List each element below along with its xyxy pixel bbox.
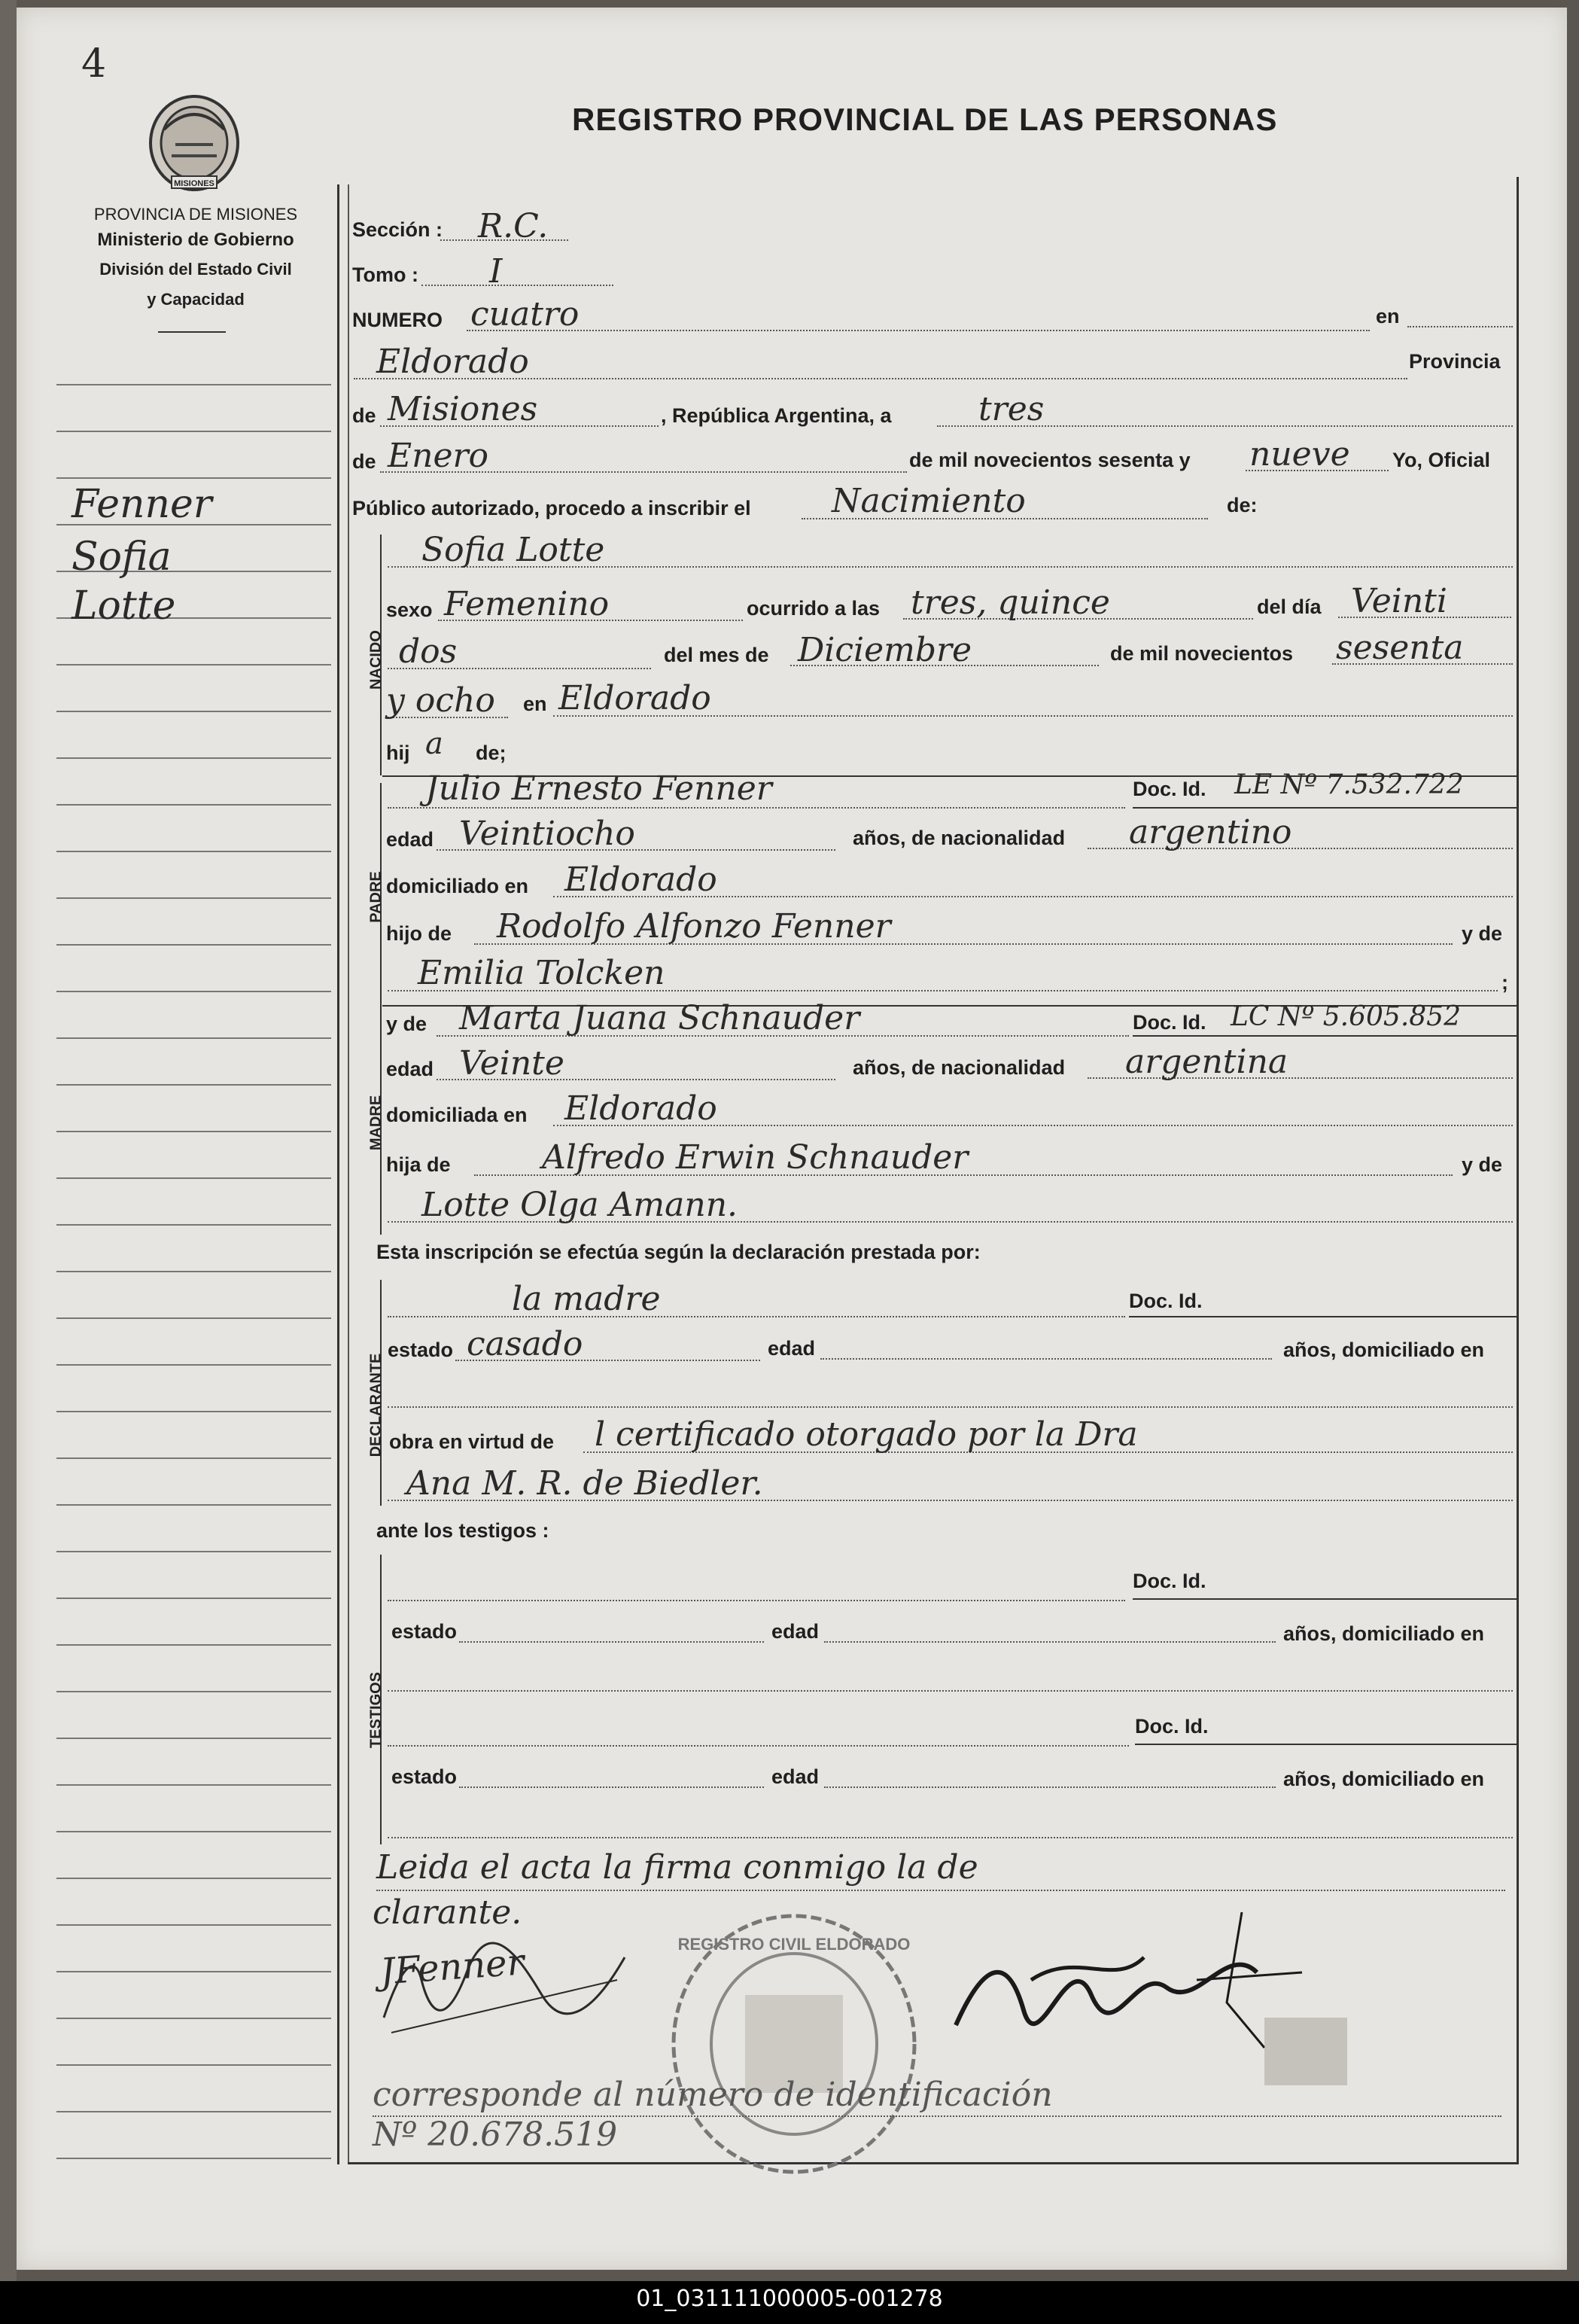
- official-stamp-icon: [662, 1905, 926, 2183]
- margin-rule-line: [56, 2111, 331, 2112]
- padre-nac-value: argentino: [1129, 813, 1292, 851]
- testigo1-edad-label: edad: [771, 1620, 820, 1643]
- seccion-label: Sección :: [352, 218, 443, 241]
- margin-rule-line: [56, 1691, 331, 1692]
- margin-rule-line: [56, 1224, 331, 1226]
- sesenta-label: de mil novecientos sesenta y: [909, 449, 1191, 471]
- dia-nac-value-1: Veinti: [1351, 582, 1447, 620]
- margin-rule-line: [56, 2158, 331, 2159]
- madre-doc-value: LC Nº 5.605.852: [1231, 1001, 1461, 1032]
- side-label-declarante: DECLARANTE: [367, 1353, 385, 1457]
- margin-rule-line: [56, 1971, 331, 1972]
- authority-capacidad: y Capacidad: [147, 290, 245, 309]
- authority-province: PROVINCIA DE MISIONES: [93, 205, 298, 224]
- de-mes-label: de: [352, 450, 376, 473]
- padre-edad-value: Veintiocho: [459, 815, 635, 853]
- padre-anos-label: años, de nacionalidad: [853, 827, 1066, 849]
- margin-rule-line: [56, 477, 331, 479]
- margin-rule-line: [56, 1131, 331, 1132]
- padre-doc-label: Doc. Id.: [1133, 778, 1206, 800]
- margin-rule-line: [56, 1784, 331, 1786]
- nombre-value: Sofia Lotte: [421, 531, 605, 569]
- madre-doc-label: Doc. Id.: [1133, 1011, 1206, 1034]
- padre-nombre-value: Julio Ernesto Fenner: [425, 769, 772, 808]
- margin-rule-line: [56, 1457, 331, 1459]
- sexo-label: sexo: [386, 599, 433, 621]
- madre-edad-value: Veinte: [459, 1044, 564, 1083]
- margin-rule-line: [56, 1831, 331, 1832]
- margin-rule-line: [56, 2064, 331, 2066]
- madre-nombre-value: Marta Juana Schnauder: [459, 999, 860, 1037]
- madre-y-de-label: y de: [386, 1013, 427, 1035]
- tipo-value: Nacimiento: [832, 482, 1026, 520]
- side-label-madre: MADRE: [367, 1095, 385, 1151]
- madre-edad-label: edad: [386, 1058, 434, 1080]
- margin-rule-line: [56, 1411, 331, 1412]
- ocurrido-label: ocurrido a las: [747, 597, 881, 620]
- margin-rule-line: [56, 1924, 331, 1926]
- anio-nac-value-1: sesenta: [1336, 629, 1464, 667]
- hija-de-label: de;: [476, 742, 507, 764]
- padre-dom-label: domiciliado en: [386, 875, 529, 897]
- madre-y-de-label-2: y de: [1462, 1153, 1503, 1176]
- del-mes-label: del mes de: [664, 644, 769, 666]
- margin-rule-line: [56, 384, 331, 385]
- frame-bottom-line: [348, 2162, 1519, 2164]
- dia-value: tres: [978, 390, 1045, 428]
- side-label-testigos: TESTIGOS: [367, 1671, 385, 1749]
- padre-madre-value: Emilia Tolcken: [418, 954, 665, 992]
- mes-nac-value: Diciembre: [798, 631, 972, 669]
- hija-label: hij: [386, 742, 410, 764]
- frame-right-line: [1517, 177, 1519, 2164]
- margin-rule-line: [56, 1598, 331, 1599]
- madre-madre-value: Lotte Olga Amann.: [421, 1186, 738, 1224]
- testigos-label: ante los testigos :: [376, 1519, 549, 1542]
- testigo1-doc-label: Doc. Id.: [1133, 1570, 1206, 1592]
- margin-rule-line: [56, 897, 331, 899]
- anio-nac-value-2: y ocho: [386, 681, 495, 720]
- side-label-padre: PADRE: [367, 871, 385, 923]
- madre-hija-label: hija de: [386, 1153, 451, 1176]
- lugar-nac-value: Eldorado: [558, 679, 711, 717]
- obra-label: obra en virtud de: [389, 1430, 555, 1453]
- stamp-text: REGISTRO CIVIL ELDORADO: [677, 1935, 911, 1954]
- padre-y-de-label: y de: [1462, 922, 1503, 945]
- firma-declarante: JFenner: [379, 1941, 526, 1994]
- margin-rule-line: [56, 1738, 331, 1739]
- testigo2-doc-label: Doc. Id.: [1135, 1715, 1209, 1738]
- declaracion-label: Esta inscripción se efectúa según la declaración prestada por:: [376, 1241, 981, 1263]
- margin-rule-line: [56, 664, 331, 666]
- margin-rule-line: [56, 1504, 331, 1506]
- page-number: 4: [81, 41, 107, 87]
- de-mil-nov-label: de mil novecientos: [1110, 642, 1294, 665]
- margin-note-surname: Fenner: [71, 482, 212, 527]
- margin-rule-line: [56, 711, 331, 712]
- document-title: REGISTRO PROVINCIAL DE LAS PERSONAS: [572, 102, 1278, 137]
- authority-ministry: Ministerio de Gobierno: [97, 230, 294, 250]
- madre-padre-value: Alfredo Erwin Schnauder: [542, 1138, 969, 1177]
- ink-smudge: [1264, 2018, 1347, 2085]
- padre-edad-label: edad: [386, 828, 434, 851]
- tomo-label: Tomo :: [352, 263, 418, 286]
- margin-rule-line: [56, 1271, 331, 1272]
- testigo1-anos-label: años, domiciliado en: [1283, 1622, 1485, 1645]
- sexo-value: Femenino: [444, 585, 610, 623]
- tomo-value: I: [489, 252, 503, 291]
- de-colon-label: de:: [1227, 494, 1258, 516]
- side-label-nacido: NACIDO: [367, 630, 385, 690]
- margin-rule-line: [56, 1878, 331, 1879]
- republica-label: , República Argentina, a: [661, 404, 892, 427]
- margin-rule-line: [56, 1317, 331, 1319]
- coat-of-arms-icon: [141, 84, 247, 197]
- oficial-signature-icon: [941, 1897, 1317, 2070]
- frame-left-line-inner: [348, 184, 349, 2164]
- de-provincia-label: de: [352, 404, 376, 427]
- margin-rule-line: [56, 851, 331, 852]
- lugar-value: Eldorado: [376, 343, 529, 381]
- authority-underline: [158, 331, 226, 333]
- declarante-value: la madre: [512, 1280, 661, 1318]
- authority-division: División del Estado Civil: [99, 260, 292, 279]
- madre-dom-value: Eldorado: [564, 1089, 717, 1128]
- madre-anos-label: años, de nacionalidad: [853, 1056, 1066, 1079]
- margin-note-second-name: Lotte: [71, 583, 176, 629]
- provincia-label: Provincia: [1409, 350, 1501, 373]
- mes-value: Enero: [388, 437, 489, 475]
- hora-value: tres, quince: [911, 583, 1110, 622]
- provincia-value: Misiones: [388, 390, 538, 428]
- margin-rule-line: [56, 1364, 331, 1366]
- madre-nac-value: argentina: [1125, 1043, 1288, 1081]
- declarante-estado-value: casado: [467, 1325, 583, 1363]
- testigo2-estado-label: estado: [391, 1765, 458, 1788]
- margin-rule-line: [56, 944, 331, 946]
- seal-text: MISIONES: [174, 179, 214, 188]
- margin-rule-line: [56, 757, 331, 759]
- page-left-edge: [0, 0, 17, 2281]
- testigo2-edad-label: edad: [771, 1765, 820, 1788]
- margin-note-first-name: Sofia: [71, 535, 172, 580]
- margin-rule-line: [56, 1177, 331, 1179]
- margin-rule-line: [56, 2018, 331, 2019]
- margin-rule-line: [56, 991, 331, 992]
- obra-value-2: Ana M. R. de Biedler.: [406, 1464, 763, 1503]
- testigo2-anos-label: años, domiciliado en: [1283, 1768, 1485, 1790]
- declarante-doc-label: Doc. Id.: [1129, 1290, 1203, 1312]
- seccion-value: R.C.: [478, 207, 549, 245]
- declarante-signature-icon: [369, 1927, 640, 2048]
- padre-hijo-label: hijo de: [386, 922, 452, 945]
- leida-line-2: clarante.: [373, 1893, 522, 1932]
- hija-suffix-value: a: [425, 726, 443, 761]
- madre-dom-label: domiciliada en: [386, 1104, 528, 1126]
- numero-value: cuatro: [470, 295, 580, 334]
- numero-identificacion: Nº 20.678.519: [373, 2115, 618, 2154]
- leida-line-1: Leida el acta la firma conmigo la de: [376, 1848, 978, 1887]
- dia-nac-value-2: dos: [399, 632, 458, 671]
- publico-label: Público autorizado, procedo a inscribir el: [352, 497, 751, 519]
- padre-dom-value: Eldorado: [564, 860, 717, 899]
- margin-rule-line: [56, 804, 331, 806]
- padre-semicolon: ;: [1501, 971, 1508, 994]
- anio-value: nueve: [1249, 435, 1350, 474]
- numero-label: NUMERO: [352, 309, 443, 331]
- margin-rule-line: [56, 1037, 331, 1039]
- frame-left-line: [337, 184, 339, 2164]
- del-dia-label: del día: [1257, 595, 1322, 618]
- margin-rule-line: [56, 431, 331, 432]
- declarante-anos-label: años, domiciliado en: [1283, 1339, 1485, 1361]
- margin-rule-line: [56, 1084, 331, 1086]
- padre-doc-value: LE Nº 7.532.722: [1234, 769, 1464, 800]
- testigo1-estado-label: estado: [391, 1620, 458, 1643]
- margin-rule-line: [56, 1551, 331, 1552]
- corresponde-line: corresponde al número de identificación: [373, 2076, 1053, 2114]
- padre-padre-value: Rodolfo Alfonzo Fenner: [497, 907, 891, 946]
- en-nac-label: en: [523, 693, 547, 715]
- declarante-estado-label: estado: [388, 1339, 454, 1361]
- obra-value-1: l certificado otorgado por la Dra: [595, 1415, 1138, 1454]
- margin-rule-line: [56, 1644, 331, 1646]
- footer-id: 01_031111000005-001278: [636, 2286, 943, 2312]
- en-label: en: [1376, 305, 1400, 327]
- yo-oficial-label: Yo, Oficial: [1392, 449, 1491, 471]
- declarante-edad-label: edad: [768, 1337, 816, 1360]
